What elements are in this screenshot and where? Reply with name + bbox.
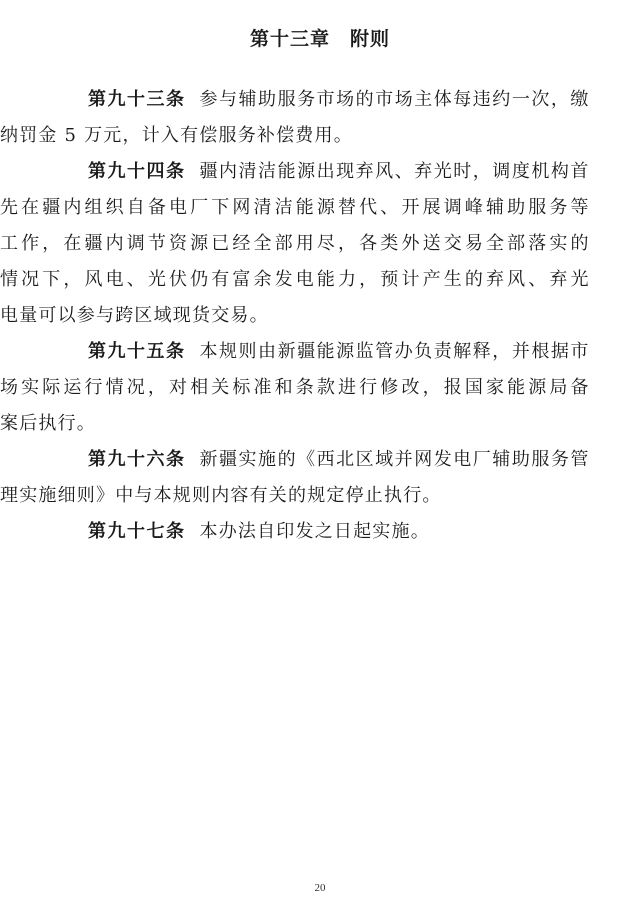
- article: [88, 514, 592, 550]
- article-first-line: [88, 514, 592, 550]
- article-continuation-line: [0, 406, 592, 442]
- article-number: 第九十七条: [88, 521, 186, 542]
- article: [0, 334, 592, 442]
- article-number: 第九十四条: [88, 161, 186, 182]
- article-continuation-line: [0, 298, 592, 334]
- article-continuation-line: [0, 370, 592, 406]
- article-text: 先在疆内组织自备电厂下网清洁能源替代、开展调峰辅助服务等: [0, 197, 592, 218]
- article-number: 第九十五条: [88, 341, 186, 362]
- chapter-title: 第十三章 附则: [249, 28, 390, 50]
- page-number: 20: [314, 882, 326, 894]
- article-continuation-line: [0, 478, 592, 514]
- article-number: 第九十三条: [88, 89, 186, 110]
- article: [0, 82, 592, 154]
- article-text: 纳罚金 5 万元，计入有偿服务补偿费用。: [0, 125, 353, 146]
- article: [0, 154, 592, 334]
- article-first-line: [88, 442, 592, 478]
- article-text: 场实际运行情况，对相关标准和条款进行修改，报国家能源局备: [0, 377, 592, 398]
- article-continuation-line: [0, 262, 592, 298]
- article-continuation-line: [0, 190, 592, 226]
- articles-list: [0, 82, 592, 550]
- article-text: 新疆实施的《西北区域并网发电厂辅助服务管: [199, 449, 590, 470]
- article-text: 案后执行。: [0, 413, 96, 434]
- article-first-line: [88, 82, 592, 118]
- article-first-line: [88, 334, 592, 370]
- article-text: 本规则由新疆能源监管办负责解释，并根据市: [199, 341, 590, 362]
- article-continuation-line: [0, 226, 592, 262]
- article-text: 工作，在疆内调节资源已经全部用尽，各类外送交易全部落实的: [0, 233, 592, 254]
- article-text: 电量可以参与跨区域现货交易。: [0, 305, 269, 326]
- article-text: 理实施细则》中与本规则内容有关的规定停止执行。: [0, 485, 442, 506]
- article-text: 本办法自印发之日起实施。: [199, 521, 430, 542]
- article-text: 参与辅助服务市场的市场主体每违约一次，缴: [199, 89, 590, 110]
- article-text: 疆内清洁能源出现弃风、弃光时，调度机构首: [199, 161, 590, 182]
- article-number: 第九十六条: [88, 449, 186, 470]
- article: [0, 442, 592, 514]
- article-text: 情况下，风电、光伏仍有富余发电能力，预计产生的弃风、弃光: [0, 269, 592, 290]
- article-continuation-line: [0, 118, 592, 154]
- article-first-line: [88, 154, 592, 190]
